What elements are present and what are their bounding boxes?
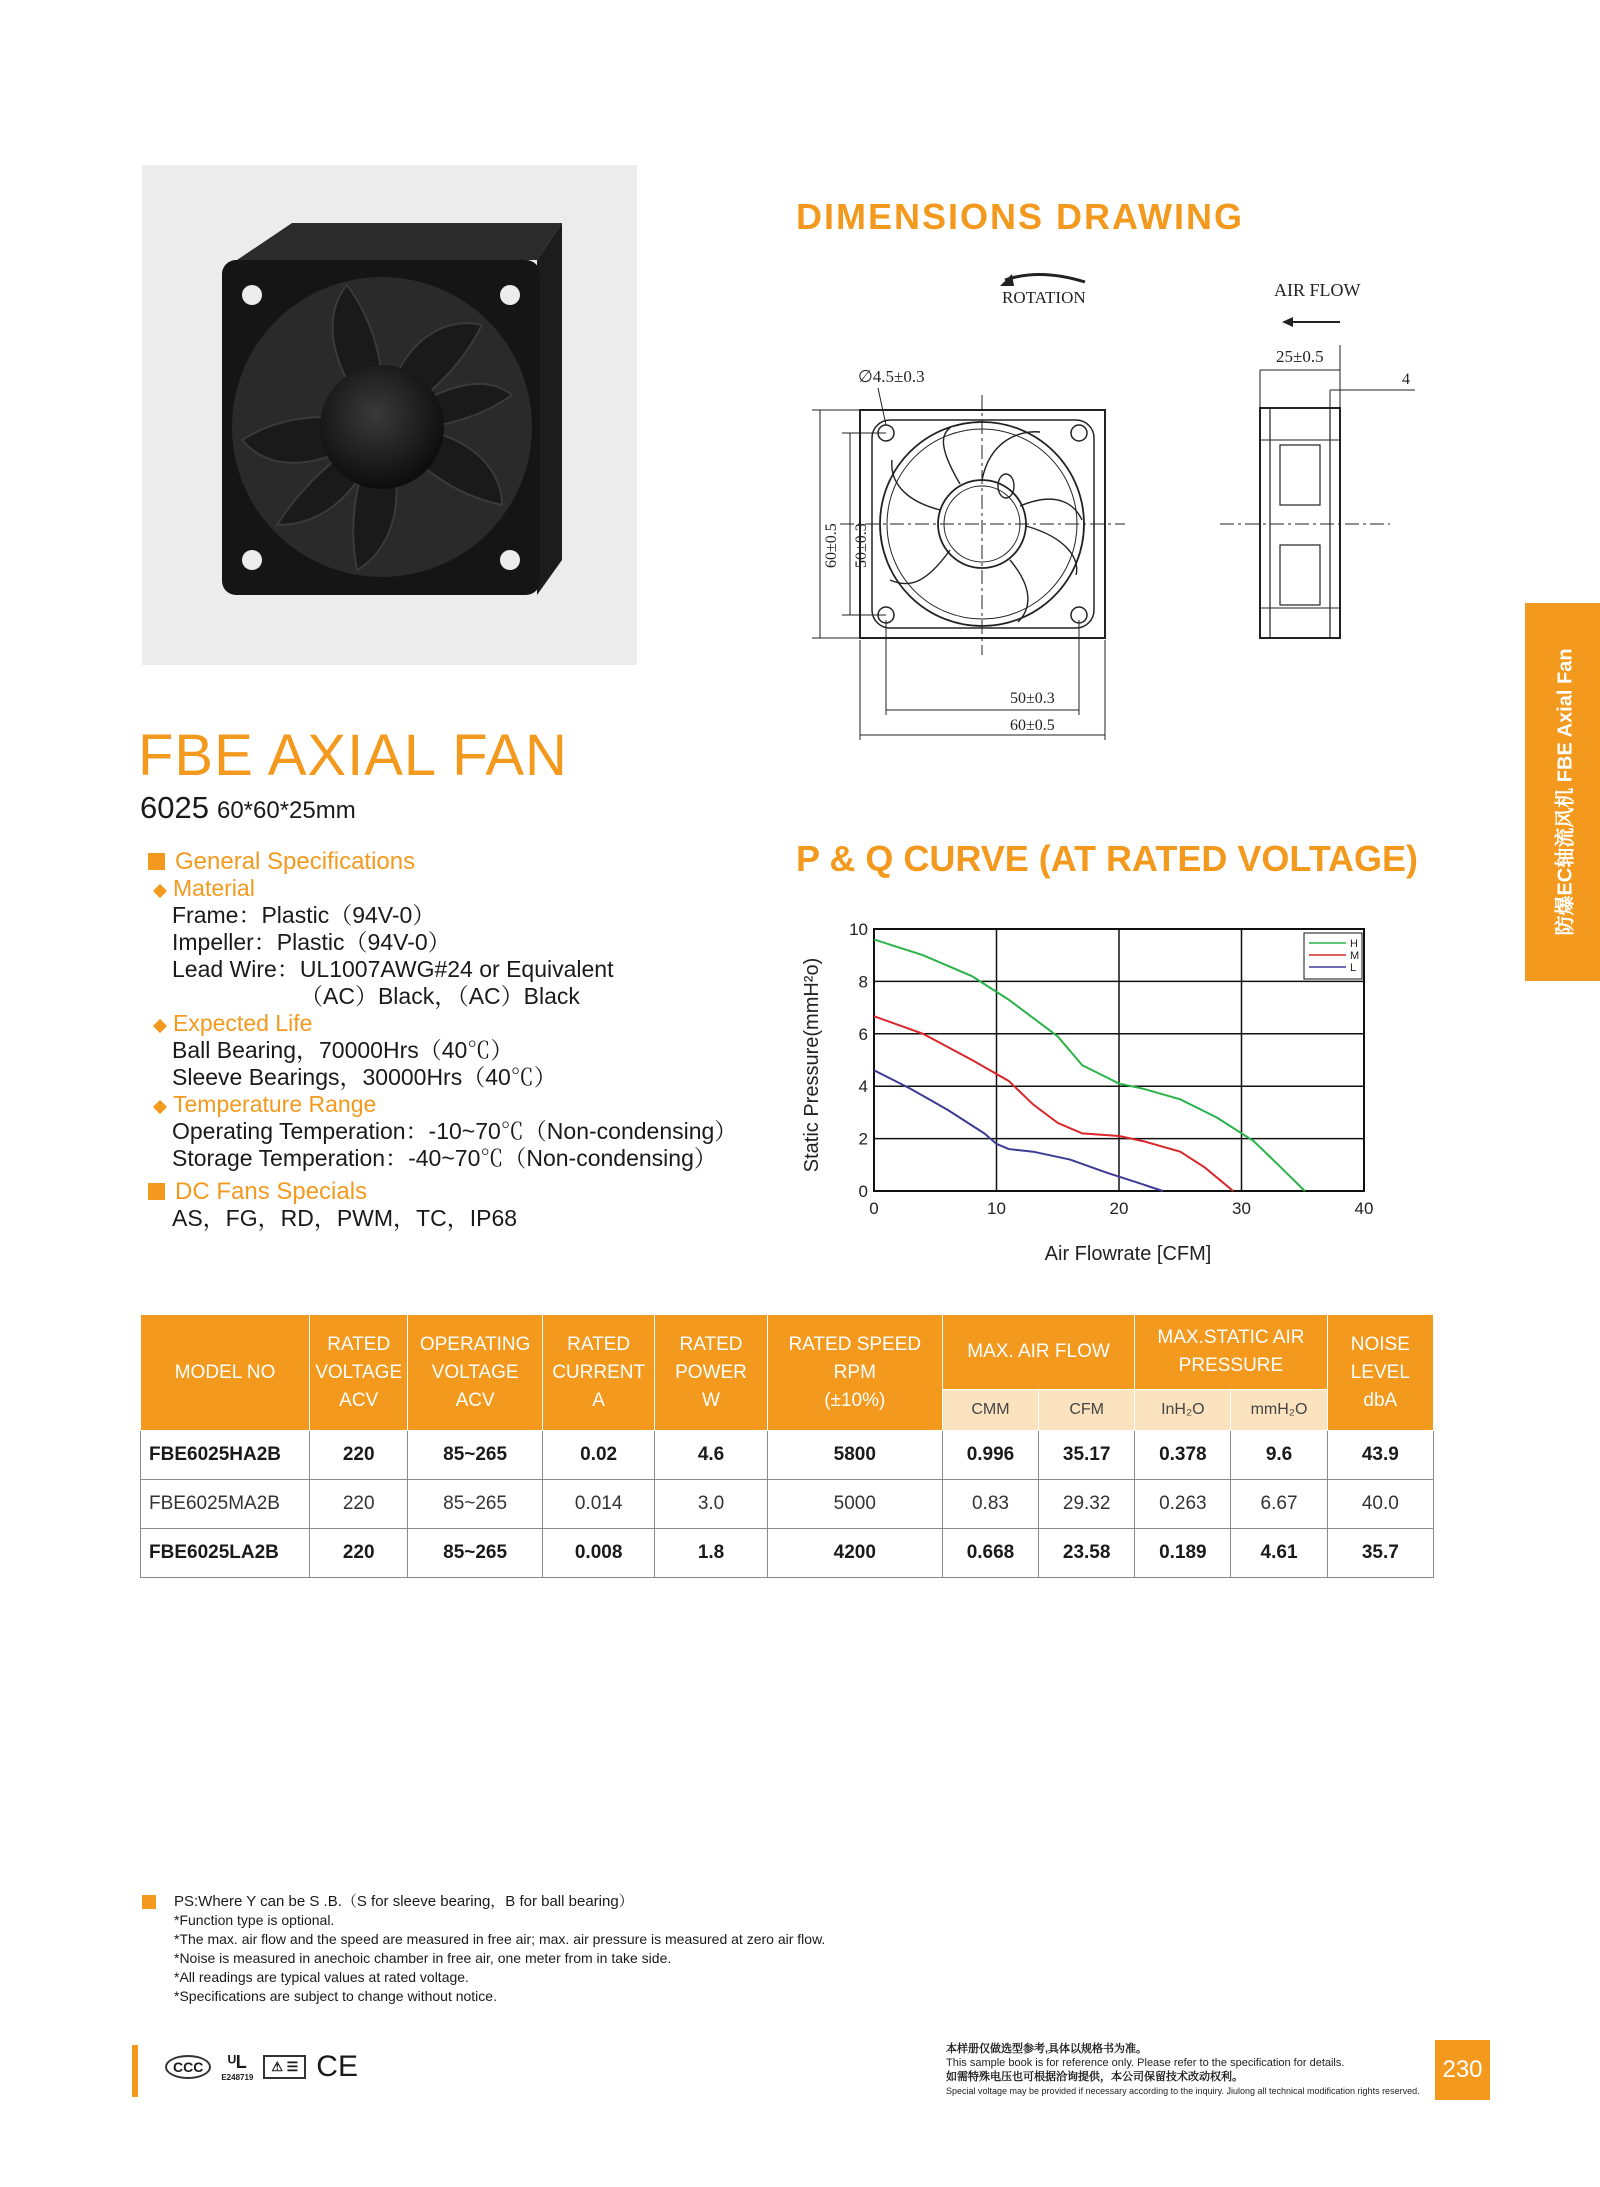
footnote-ps: PS:Where Y can be S .B.（S for sleeve bearing，B for ball bearing） — [142, 1892, 1042, 1911]
life-heading: Expected Life — [151, 1010, 788, 1037]
header-rated-voltage: RATED VOLTAGE ACV — [310, 1315, 408, 1431]
general-spec-heading: General Specifications — [148, 848, 788, 875]
cell-rated-current: 0.02 — [542, 1431, 654, 1480]
material-heading: Material — [151, 875, 788, 902]
x-tick-label: 10 — [987, 1199, 1006, 1218]
footnote: *The max. air flow and the speed are measured in free air; max. air pressure is measured at zero air flow. — [174, 1931, 826, 1947]
cell-rated-voltage: 220 — [310, 1529, 408, 1578]
y-tick-label: 8 — [858, 972, 868, 992]
disclaimer-line: Special voltage may be provided if necessary according to the inquiry. Jiulong all technical modification rights reserved. — [946, 2086, 1420, 2096]
chart-grid — [874, 929, 1364, 1191]
cell-rated-speed: 4200 — [767, 1529, 942, 1578]
header-model: MODEL NO — [141, 1315, 310, 1431]
disclaimer-line: This sample book is for reference only. Please refer to the specification for details. — [946, 2057, 1345, 2069]
spec-storage-temp: Storage Temperation：-40~70℃（Non-condensing） — [172, 1145, 717, 1171]
spec-lead-wire: Lead Wire：UL1007AWG#24 or Equivalent — [172, 956, 614, 982]
y-tick-label: 4 — [858, 1077, 868, 1097]
cell-inh2o: 0.189 — [1135, 1529, 1231, 1578]
model-number: 6025 — [140, 790, 209, 825]
dimensions-drawing — [790, 270, 1430, 760]
inner-height-dimension: 50±0.3 — [853, 523, 870, 568]
square-bullet-icon — [148, 853, 165, 870]
chart-legend — [1304, 933, 1362, 979]
header-max-airflow: MAX. AIR FLOW — [942, 1315, 1134, 1390]
side-tab — [1525, 603, 1600, 981]
pq-curve-title: P & Q CURVE (AT RATED VOLTAGE) — [796, 838, 1419, 879]
spec-impeller: Impeller：Plastic（94V-0） — [172, 929, 451, 955]
y-tick-label: 2 — [858, 1129, 868, 1149]
disclaimer-line: 如需特殊电压也可根据洽询提供，本公司保留技术改动权利。 — [946, 2071, 1243, 2083]
page-number: 230 — [1435, 2040, 1490, 2100]
cell-rated-voltage: 220 — [310, 1431, 408, 1480]
cell-rated-speed: 5000 — [767, 1480, 942, 1529]
footnote: *Noise is measured in anechoic chamber in free air, one meter from in take side. — [174, 1950, 672, 1966]
legend-label-h: H — [1350, 938, 1358, 950]
spec-sleeve-bearing: Sleeve Bearings，30000Hrs（40℃） — [172, 1064, 557, 1090]
ce-mark-icon: CE — [316, 2050, 358, 2083]
spec-frame: Frame：Plastic（94V-0） — [172, 902, 436, 928]
header-mmh2o: mmH₂O — [1231, 1390, 1327, 1431]
spec-lead-wire-colors: （AC）Black，（AC）Black — [300, 983, 580, 1009]
cell-cmm: 0.668 — [942, 1529, 1038, 1578]
cell-operating-voltage: 85~265 — [408, 1480, 543, 1529]
side-tab-label: 防爆EC轴流风机 FBE Axial Fan — [1554, 648, 1576, 936]
cell-mmh2o: 4.61 — [1231, 1529, 1327, 1578]
model-dimensions: 60*60*25mm — [216, 797, 356, 824]
spec-ball-bearing: Ball Bearing，70000Hrs（40℃） — [172, 1037, 514, 1063]
square-bullet-icon — [142, 1895, 156, 1909]
x-tick-label: 20 — [1109, 1199, 1129, 1218]
model-line — [140, 790, 356, 826]
cell-model: FBE6025LA2B — [141, 1529, 310, 1578]
footer-accent-bar — [132, 2045, 138, 2097]
temperature-heading: Temperature Range — [151, 1091, 788, 1118]
header-cfm: CFM — [1039, 1390, 1135, 1431]
diamond-bullet-icon — [153, 1019, 167, 1033]
airflow-label: AIR FLOW — [1274, 280, 1361, 300]
header-rated-speed: RATED SPEED RPM (±10%) — [767, 1315, 942, 1431]
series-line-h — [874, 939, 1305, 1191]
dc-specials-heading: DC Fans Specials — [148, 1178, 788, 1205]
disclaimer-line: 本样册仅做选型参考,具体以规格书为准。 — [946, 2043, 1148, 2055]
header-max-pressure: MAX.STATIC AIR PRESSURE — [1135, 1315, 1327, 1390]
outer-width-dimension: 60±0.5 — [1010, 717, 1055, 734]
cell-rated-power: 1.8 — [655, 1529, 767, 1578]
cell-rated-power: 3.0 — [655, 1480, 767, 1529]
disclaimer — [946, 2042, 1446, 2098]
cell-rated-current: 0.014 — [542, 1480, 654, 1529]
table-row — [141, 1431, 1434, 1480]
cell-noise: 40.0 — [1327, 1480, 1433, 1529]
cell-cmm: 0.83 — [942, 1480, 1038, 1529]
footnotes — [142, 1892, 1042, 2006]
cell-rated-current: 0.008 — [542, 1529, 654, 1578]
cell-mmh2o: 6.67 — [1231, 1480, 1327, 1529]
diamond-bullet-icon — [153, 1100, 167, 1114]
dimensions-title: DIMENSIONS DRAWING — [796, 196, 1245, 237]
footnote: *Specifications are subject to change without notice. — [174, 1988, 497, 2004]
spec-table — [140, 1314, 1434, 1578]
y-axis-label: Static Pressure(mmH²o) — [801, 957, 823, 1173]
inner-width-dimension: 50±0.3 — [1010, 690, 1055, 707]
header-rated-power: RATED POWER W — [655, 1315, 767, 1431]
cell-operating-voltage: 85~265 — [408, 1529, 543, 1578]
cell-rated-speed: 5800 — [767, 1431, 942, 1480]
cell-cmm: 0.996 — [942, 1431, 1038, 1480]
cell-cfm: 35.17 — [1039, 1431, 1135, 1480]
x-tick-label: 40 — [1354, 1199, 1374, 1218]
warning-mark-icon: ⚠ ☰ — [263, 2055, 306, 2079]
cell-inh2o: 0.378 — [1135, 1431, 1231, 1480]
ul-mark-icon: ᵁL E248719 — [221, 2052, 254, 2082]
x-tick-label: 0 — [869, 1199, 879, 1218]
header-inh2o: InH₂O — [1135, 1390, 1231, 1431]
outer-height-dimension: 60±0.5 — [823, 523, 840, 568]
hole-dimension: ∅4.5±0.3 — [858, 367, 925, 386]
table-row — [141, 1529, 1434, 1578]
rotation-label: ROTATION — [1002, 288, 1086, 307]
product-photo — [142, 165, 637, 665]
certification-marks — [165, 2050, 358, 2084]
cell-mmh2o: 9.6 — [1231, 1431, 1327, 1480]
spec-operating-temp: Operating Temperation：-10~70℃（Non-condensing） — [172, 1118, 738, 1144]
cell-inh2o: 0.263 — [1135, 1480, 1231, 1529]
chart-series — [874, 939, 1305, 1191]
cell-rated-power: 4.6 — [655, 1431, 767, 1480]
spec-dc-specials: AS，FG，RD，PWM，TC，IP68 — [172, 1205, 518, 1231]
cell-operating-voltage: 85~265 — [408, 1431, 543, 1480]
cell-noise: 43.9 — [1327, 1431, 1433, 1480]
cell-model: FBE6025MA2B — [141, 1480, 310, 1529]
header-rated-current: RATED CURRENT A — [542, 1315, 654, 1431]
legend-label-m: M — [1350, 950, 1360, 962]
product-title: FBE AXIAL FAN — [138, 723, 568, 788]
x-tick-label: 30 — [1232, 1199, 1251, 1218]
x-axis-label: Air Flowrate [CFM] — [1044, 1243, 1212, 1265]
cell-noise: 35.7 — [1327, 1529, 1433, 1578]
series-line-m — [874, 1016, 1233, 1191]
depth-dimension: 25±0.5 — [1276, 347, 1324, 366]
header-noise-level: NOISE LEVEL dbA — [1327, 1315, 1433, 1431]
header-operating-voltage: OPERATING VOLTAGE ACV — [408, 1315, 543, 1431]
legend-label-l: L — [1350, 962, 1357, 974]
y-tick-label: 10 — [849, 920, 868, 939]
y-tick-label: 0 — [858, 1182, 868, 1201]
cell-model: FBE6025HA2B — [141, 1431, 310, 1480]
cell-rated-voltage: 220 — [310, 1480, 408, 1529]
rib-dimension: 4 — [1402, 371, 1410, 388]
table-row — [141, 1480, 1434, 1529]
general-specifications — [148, 848, 788, 1232]
header-cmm: CMM — [942, 1390, 1038, 1431]
y-tick-label: 6 — [858, 1024, 868, 1044]
footnote: *All readings are typical values at rated voltage. — [174, 1969, 469, 1985]
cell-cfm: 29.32 — [1039, 1480, 1135, 1529]
footnote: *Function type is optional. — [174, 1912, 335, 1928]
ccc-mark-icon: CCC — [165, 2055, 211, 2079]
pq-chart — [790, 915, 1410, 1275]
diamond-bullet-icon — [153, 884, 167, 898]
square-bullet-icon — [148, 1183, 165, 1200]
cell-cfm: 23.58 — [1039, 1529, 1135, 1578]
